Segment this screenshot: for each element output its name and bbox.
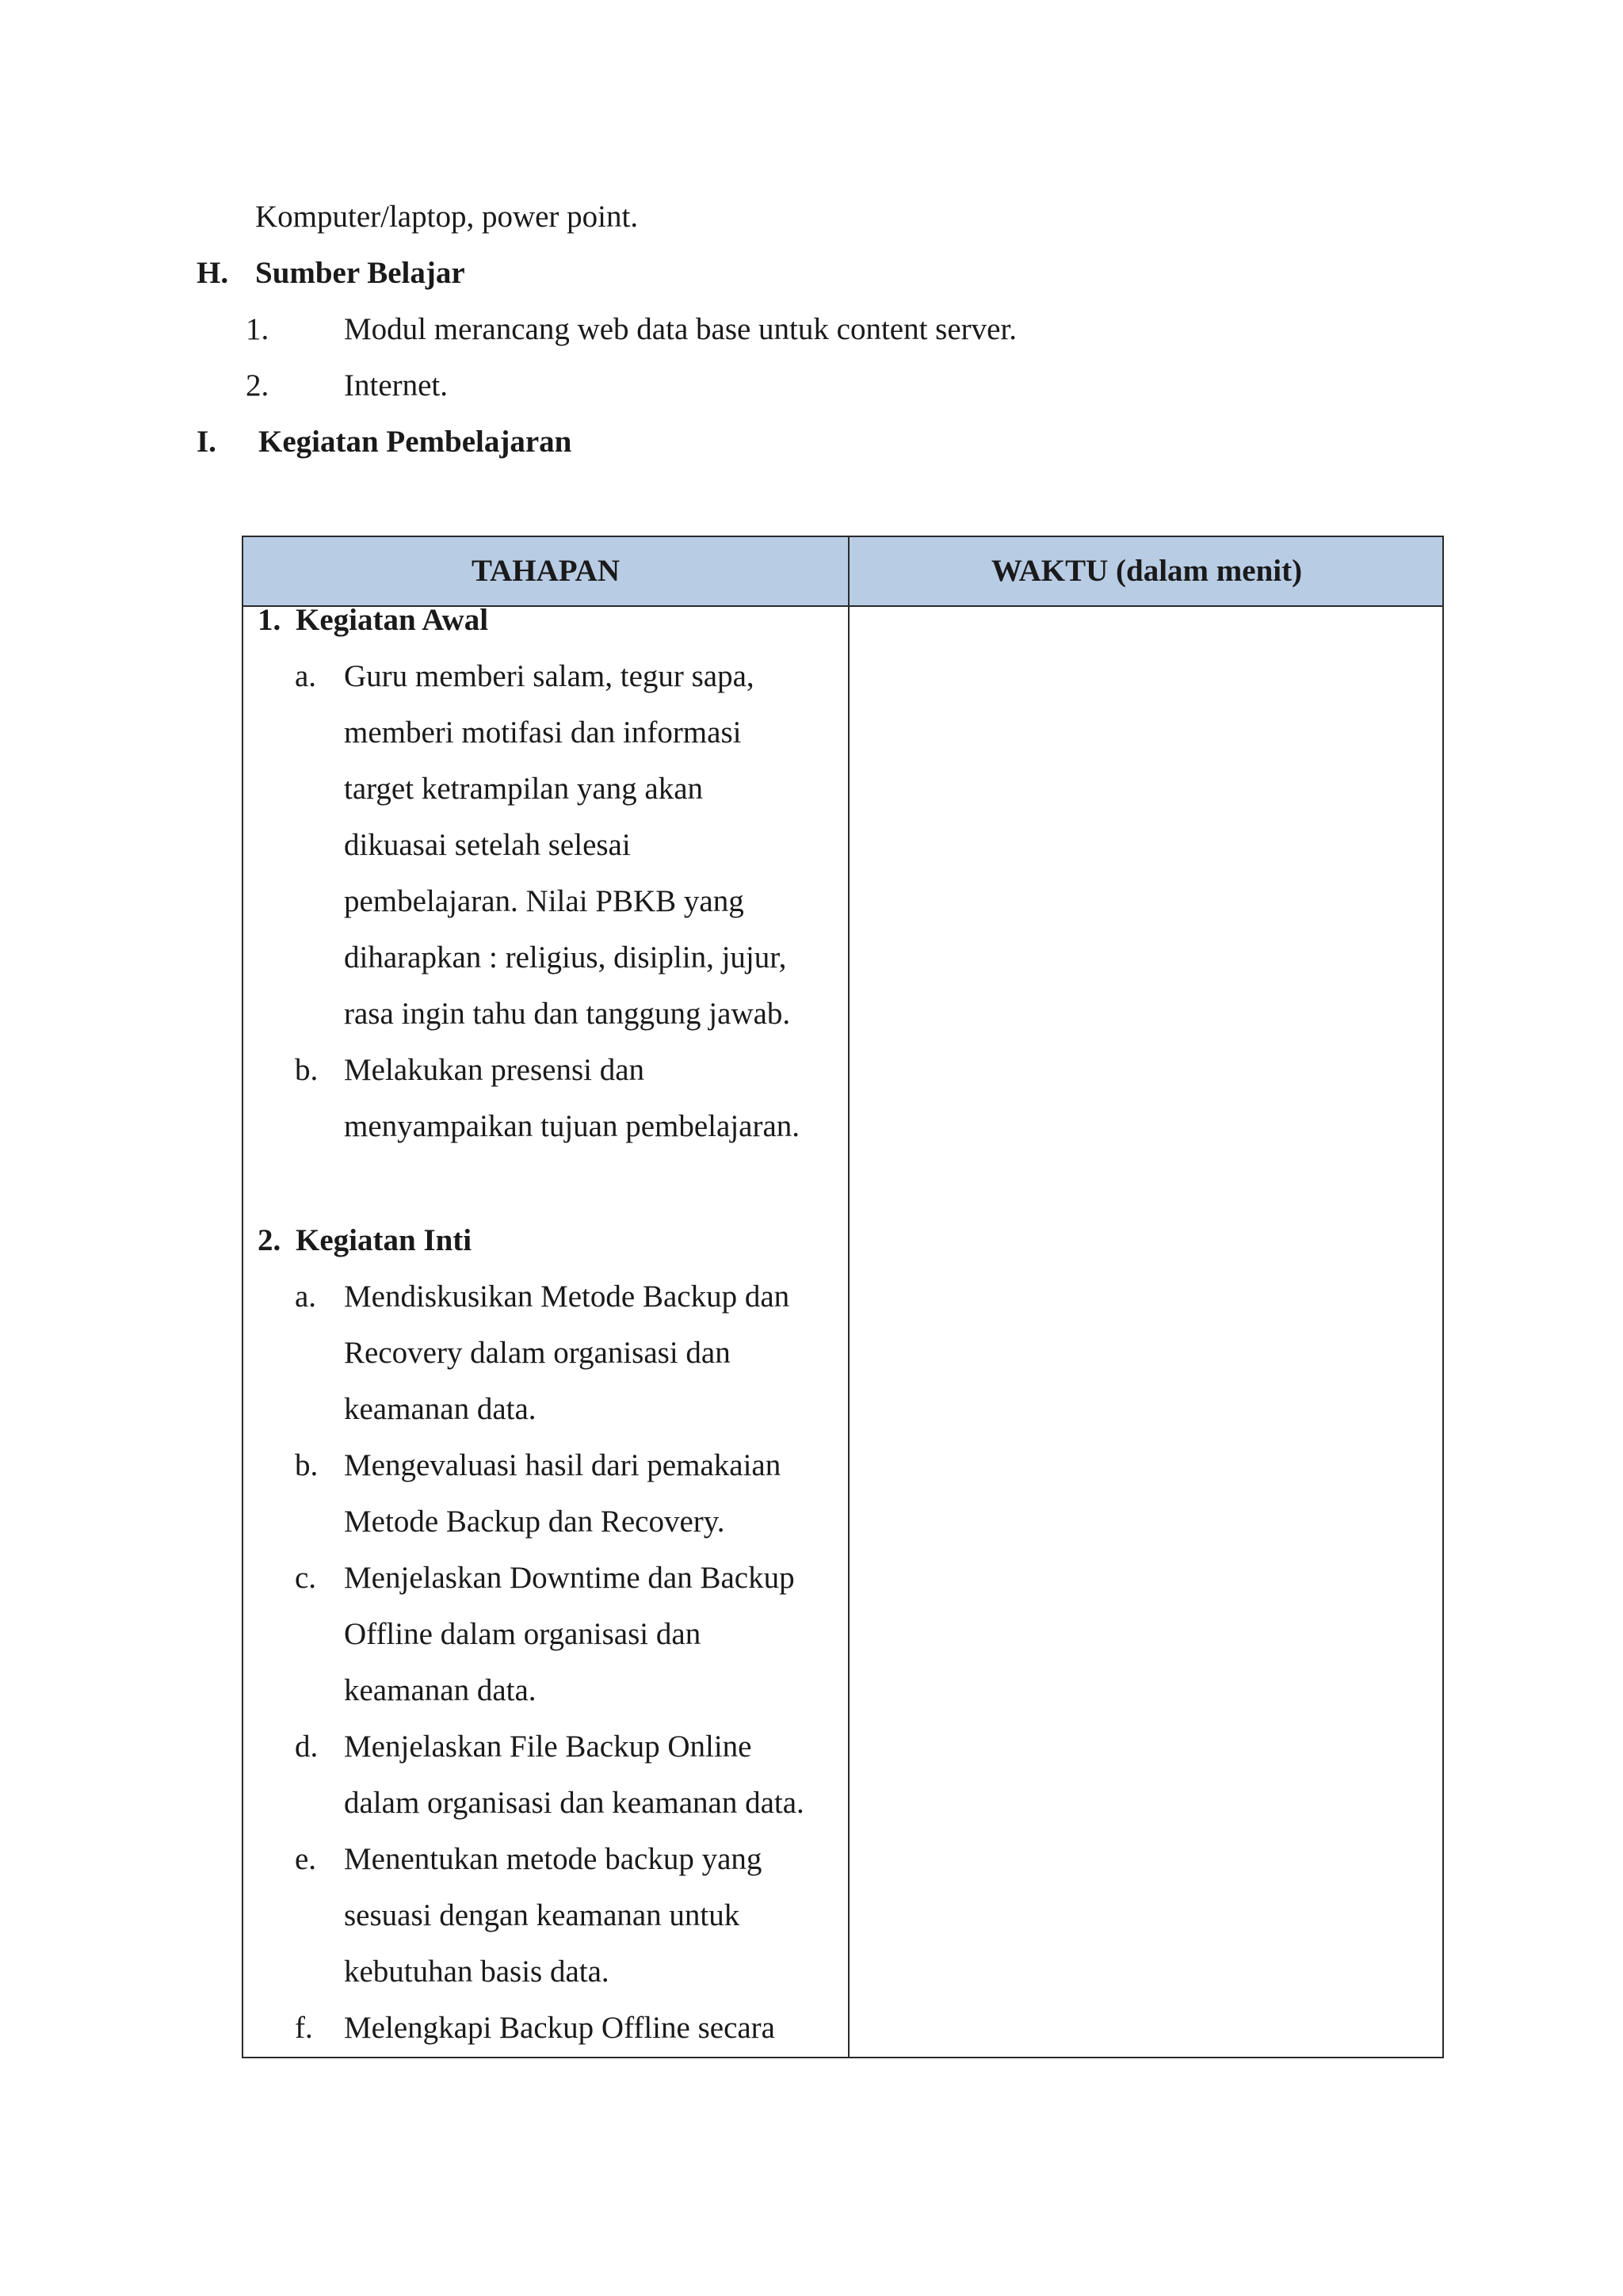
activity-line: Guru memberi salam, tegur sapa, (344, 659, 754, 693)
activity-letter: f. (295, 2011, 313, 2045)
source-item-text: Modul merancang web data base untuk content server. (344, 312, 1018, 346)
column-divider (848, 537, 850, 2057)
source-item-number: 2. (246, 368, 269, 402)
tahapan-cell (243, 607, 848, 2058)
header-waktu: WAKTU (dalam menit) (991, 554, 1303, 588)
activity-line: Recovery dalam organisasi dan (344, 1336, 731, 1370)
activity-line: sesuasi dengan keamanan untuk (344, 1898, 740, 1932)
activity-letter: b. (295, 1053, 319, 1087)
section-h-title: Sumber Belajar (255, 256, 465, 290)
activity-line: Melengkapi Backup Offline secara (344, 2011, 775, 2045)
activity-line: rasa ingin tahu dan tanggung jawab. (344, 997, 791, 1031)
activity-line: menyampaikan tujuan pembelajaran. (344, 1109, 800, 1143)
stage-title: Kegiatan Inti (296, 1223, 472, 1257)
activity-line: Menjelaskan File Backup Online (344, 1730, 752, 1764)
activity-line: pembelajaran. Nilai PBKB yang (344, 884, 744, 918)
activity-letter: d. (295, 1730, 319, 1764)
activity-line: kebutuhan basis data. (344, 1955, 609, 1989)
activity-line: keamanan data. (344, 1673, 537, 1707)
activity-letter: a. (295, 659, 317, 693)
section-i-letter: I. (197, 425, 216, 459)
activity-line: Mengevaluasi hasil dari pemakaian (344, 1448, 781, 1482)
media-text: Komputer/laptop, power point. (255, 200, 639, 234)
activity-line: Menentukan metode backup yang (344, 1842, 762, 1876)
activities-table (242, 536, 1444, 2058)
activity-line: Melakukan presensi dan (344, 1053, 645, 1087)
activity-line: memberi motifasi dan informasi (344, 715, 742, 749)
activity-line: dikuasai setelah selesai (344, 828, 631, 862)
activity-line: diharapkan : religius, disiplin, jujur, (344, 940, 787, 974)
stage-number: 2. (258, 1223, 281, 1257)
source-item-number: 1. (246, 312, 269, 346)
activity-line: target ketrampilan yang akan (344, 772, 704, 806)
header-tahapan: TAHAPAN (471, 554, 621, 588)
section-i-title: Kegiatan Pembelajaran (258, 425, 572, 459)
activity-line: Menjelaskan Downtime dan Backup (344, 1561, 795, 1595)
activity-letter: a. (295, 1280, 317, 1314)
stage-number: 1. (258, 607, 281, 637)
activity-line: dalam organisasi dan keamanan data. (344, 1786, 804, 1820)
activity-letter: c. (295, 1561, 317, 1595)
activity-letter: b. (295, 1448, 319, 1482)
activity-letter: e. (295, 1842, 317, 1876)
section-h-letter: H. (197, 256, 229, 290)
source-item-text: Internet. (344, 368, 449, 402)
activity-line: Mendiskusikan Metode Backup dan (344, 1280, 790, 1314)
stage-title: Kegiatan Awal (296, 607, 489, 637)
activity-line: keamanan data. (344, 1392, 537, 1426)
activity-line: Offline dalam organisasi dan (344, 1617, 701, 1651)
activity-line: Metode Backup dan Recovery. (344, 1505, 725, 1539)
